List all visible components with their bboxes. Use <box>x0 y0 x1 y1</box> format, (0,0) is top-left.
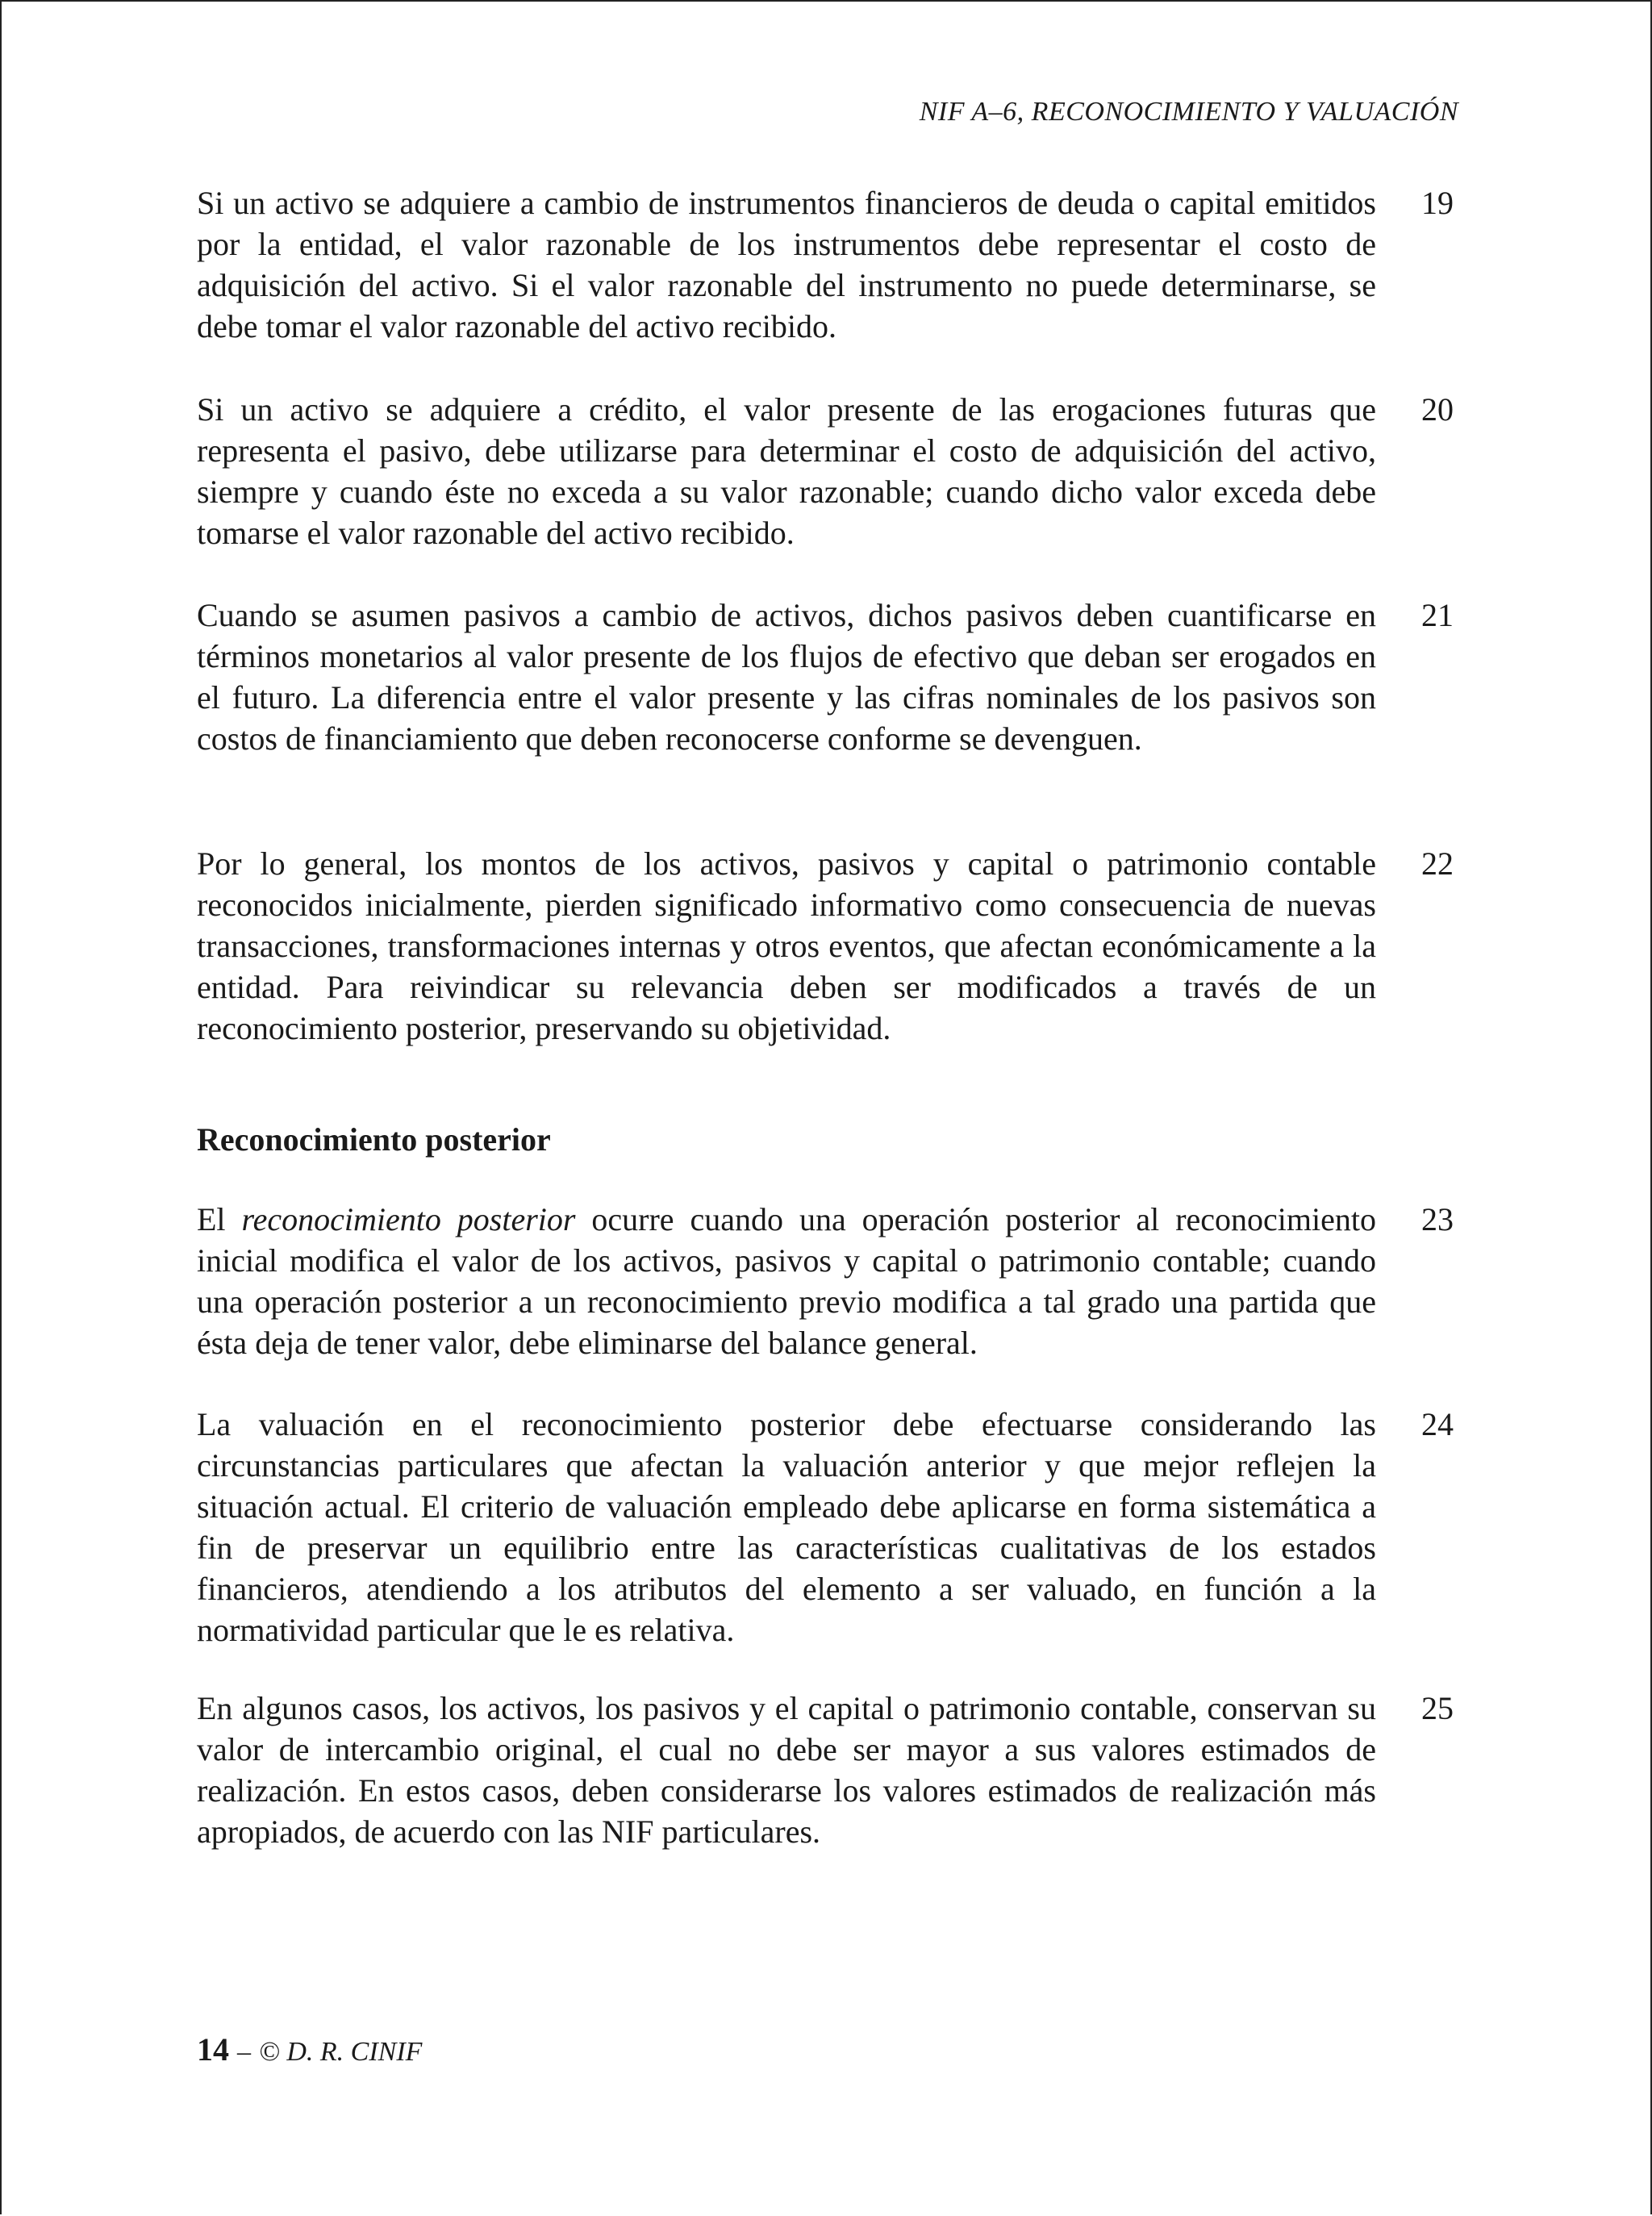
running-title: NIF A–6, RECONOCIMIENTO Y VALUACIÓN <box>919 97 1458 127</box>
paragraph-number-23: 23 <box>1421 1201 1454 1237</box>
paragraph-21: Cuando se asumen pasivos a cambio de activos, dichos pasivos deben cuantificarse en términos monetarios al valor presente de los flujos de efectivo que deban ser erogados en el futuro. La diferencia entre el valor presente y las cifras nominales de los pasivos son costos de financiamiento que deben reconocerse conforme se devenguen. <box>197 597 1376 757</box>
paragraph-number-20: 20 <box>1421 391 1454 428</box>
paragraph-24: La valuación en el reconocimiento posterior debe efectuarse considerando las circunstancias particulares que afectan la valuación anterior y que mejor reflejen la situación actual. El criterio de valuación empleado debe aplicarse en forma sistemática a fin de preservar un equilibrio entre las características cualitativas de los estados financieros, atendiendo a los atributos del elemento a ser valuado, en función a la normatividad particular que le es relativa. <box>197 1406 1376 1648</box>
paragraph-number-24: 24 <box>1421 1406 1454 1442</box>
paragraph-19: Si un activo se adquiere a cambio de instrumentos financieros de deuda o capital emitidos por la entidad, el valor razonable de los instrumentos debe representar el costo de adquisición del activo. Si el valor razonable del instrumento no puede determinarse, se debe tomar el valor razonable del activo recibido. <box>197 185 1376 344</box>
paragraph-23 <box>197 1199 1376 1363</box>
paragraph-23-lead: El <box>197 1201 242 1237</box>
paragraph-20: Si un activo se adquiere a crédito, el valor presente de las erogaciones futuras que representa el pasivo, debe utilizarse para determinar el costo de adquisición del activo, siempre y cuando éste no exceda a su valor razonable; cuando dicho valor exceda debe tomarse el valor razonable del activo recibido. <box>197 391 1376 551</box>
paragraph-23-text: ocurre cuando una operación posterior al reconocimiento inicial modifica el valor de los activos, pasivos y capital o patrimonio contable; cuando una operación posterior a un reconocimiento previo modifica a tal grado una partida que ésta deja de tener valor, debe eliminarse del balance general. <box>197 1201 1377 1361</box>
paragraph-number-19: 19 <box>1421 185 1454 221</box>
footer-separator: – <box>237 2037 251 2067</box>
copyright-notice: © D. R. CINIF <box>259 2037 423 2067</box>
paragraph-number-25: 25 <box>1421 1690 1454 1726</box>
paragraph-23-emphasis: reconocimiento posterior <box>241 1201 576 1237</box>
paragraph-22: Por lo general, los montos de los activos, pasivos y capital o patrimonio contable reconocidos inicialmente, pierden significado informativo como consecuencia de nuevas transacciones, transformaciones internas y otros eventos, que afectan económicamente a la entidad. Para reivindicar su relevancia deben ser modificados a través de un reconocimiento posterior, preservando su objetividad. <box>197 845 1376 1046</box>
paragraph-number-22: 22 <box>1421 845 1454 882</box>
paragraph-number-21: 21 <box>1421 597 1454 633</box>
page-footer <box>197 2029 422 2072</box>
page-number: 14 <box>197 2031 229 2068</box>
section-heading: Reconocimiento posterior <box>197 1121 551 1158</box>
paragraph-25: En algunos casos, los activos, los pasivos y el capital o patrimonio contable, conservan su valor de intercambio original, el cual no debe ser mayor a sus valores estimados de realización. En estos casos, deben considerarse los valores estimados de realización más apropiados, de acuerdo con las NIF particulares. <box>197 1690 1376 1850</box>
